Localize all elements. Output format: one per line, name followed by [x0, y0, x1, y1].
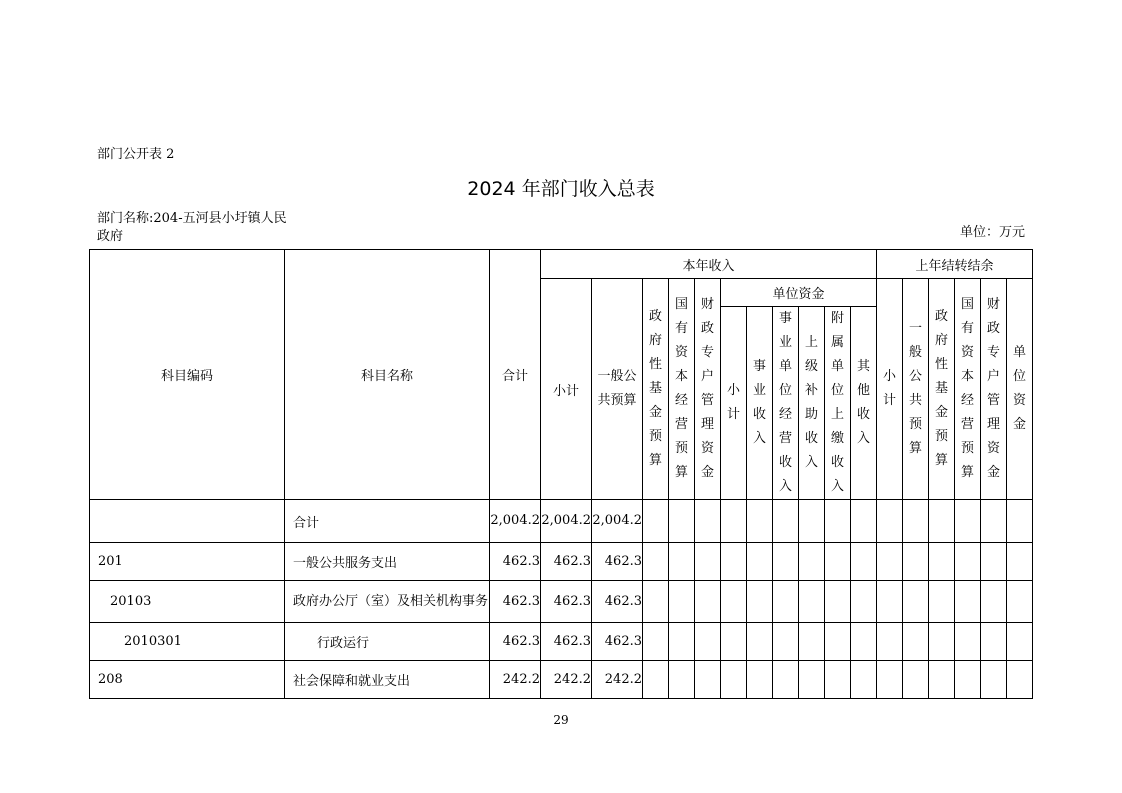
header-unit-funds: 单位资金	[721, 279, 877, 307]
row-code: 2010301	[90, 623, 285, 661]
unit-label: 单位：万元	[959, 225, 1025, 240]
header-fiscal-special: 财政专户管理资金	[695, 279, 721, 500]
header-prior-unit-funds: 单位资金	[1007, 279, 1033, 500]
row-subtotal: 2,004.2	[541, 500, 592, 543]
row-general: 462.3	[592, 623, 643, 661]
row-subtotal: 242.2	[541, 661, 592, 699]
table-row	[90, 581, 1033, 623]
header-total: 合计	[490, 250, 541, 500]
header-affiliated-income: 附属单位上缴收入	[825, 307, 851, 500]
header-state-capital: 国有资本经营预算	[669, 279, 695, 500]
header-unit-subtotal: 小计	[721, 307, 747, 500]
row-subtotal: 462.3	[541, 543, 592, 581]
row-name: 政府办公厅（室）及相关机构事务	[285, 581, 490, 623]
row-general: 462.3	[592, 581, 643, 623]
row-general: 462.3	[592, 543, 643, 581]
row-total: 2,004.2	[490, 500, 541, 543]
row-code	[90, 500, 285, 543]
header-subtotal: 小计	[541, 279, 592, 500]
row-subtotal: 462.3	[541, 623, 592, 661]
income-summary-table	[89, 249, 1033, 699]
header-prior-gov-fund: 政府性基金预算	[929, 279, 955, 500]
header-business-income: 事业收入	[747, 307, 773, 500]
table-row	[90, 623, 1033, 661]
row-code: 201	[90, 543, 285, 581]
row-subtotal: 462.3	[541, 581, 592, 623]
header-current-year: 本年收入	[541, 250, 877, 279]
row-code: 208	[90, 661, 285, 699]
page-title: 2024 年部门收入总表	[467, 178, 655, 200]
row-total: 462.3	[490, 543, 541, 581]
page-number: 29	[553, 713, 569, 727]
row-total: 462.3	[490, 623, 541, 661]
table-row	[90, 661, 1033, 699]
header-prior-fiscal-special: 财政专户管理资金	[981, 279, 1007, 500]
row-name: 一般公共服务支出	[285, 543, 490, 581]
table-label: 部门公开表 2	[97, 147, 175, 162]
header-code: 科目编码	[90, 250, 285, 500]
row-name: 社会保障和就业支出	[285, 661, 490, 699]
row-total: 462.3	[490, 581, 541, 623]
row-total: 242.2	[490, 661, 541, 699]
row-general: 2,004.2	[592, 500, 643, 543]
header-general-budget: 一般公共预算	[592, 279, 643, 500]
header-prior-subtotal: 小计	[877, 279, 903, 500]
table-row	[90, 543, 1033, 581]
header-prior-state-capital: 国有资本经营预算	[955, 279, 981, 500]
table-row	[90, 500, 1033, 543]
header-prior-general: 一般公共预算	[903, 279, 929, 500]
row-general: 242.2	[592, 661, 643, 699]
header-prior-carryover: 上年结转结余	[877, 250, 1033, 279]
header-other-income: 其他收入	[851, 307, 877, 500]
row-code: 20103	[90, 581, 285, 623]
row-name: 合计	[285, 500, 490, 543]
header-gov-fund: 政府性基金预算	[643, 279, 669, 500]
header-name: 科目名称	[285, 250, 490, 500]
header-subsidy-income: 上级补助收入	[799, 307, 825, 500]
department-name: 部门名称:204-五河县小圩镇人民政府	[97, 211, 287, 244]
row-name: 行政运行	[285, 623, 490, 661]
header-operating-income: 事业单位经营收入	[773, 307, 799, 500]
